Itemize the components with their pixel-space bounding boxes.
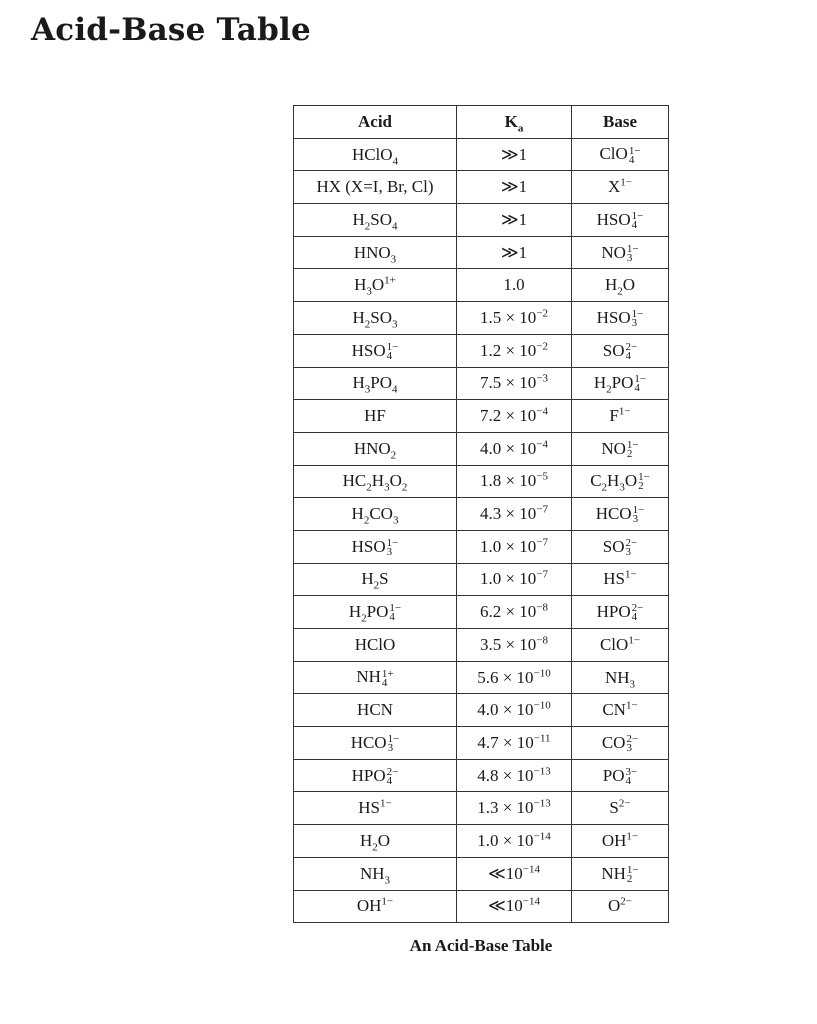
cell-base: NH 1− 2 bbox=[572, 857, 669, 890]
cell-acid: HClO bbox=[294, 629, 457, 662]
table-row bbox=[294, 792, 669, 825]
cell-acid: $HNO_2$ bbox=[294, 432, 457, 465]
header-base: Base bbox=[572, 106, 669, 139]
table-row bbox=[294, 269, 669, 302]
cell-base: PO 3− 4 bbox=[572, 759, 669, 792]
cell-acid: $H_2S$ bbox=[294, 563, 457, 596]
cell-base: $CN^{1-}$ bbox=[572, 694, 669, 727]
cell-base: SO 2− 4 bbox=[572, 334, 669, 367]
cell-ka: $1.0 \times 10^{-14}$ bbox=[457, 825, 572, 858]
table-row bbox=[294, 694, 669, 727]
header-ka-sub: a bbox=[517, 122, 524, 135]
cell-ka: $≪10^{-14}$ bbox=[457, 890, 572, 923]
cell-base: $H_2O$ bbox=[572, 269, 669, 302]
cell-ka: $1.8 \times 10^{-5}$ bbox=[457, 465, 572, 498]
table-row bbox=[294, 465, 669, 498]
cell-acid: $HS^{1-}$ bbox=[294, 792, 457, 825]
table-body bbox=[294, 138, 669, 923]
table-row bbox=[294, 236, 669, 269]
cell-acid: $HC_2H_3O_2$ bbox=[294, 465, 457, 498]
cell-acid: $H_2CO_3$ bbox=[294, 498, 457, 531]
table-row bbox=[294, 727, 669, 760]
cell-ka: $1.2 \times 10^{-2}$ bbox=[457, 334, 572, 367]
table-row bbox=[294, 759, 669, 792]
cell-ka: ≫1 bbox=[457, 204, 572, 237]
cell-acid: $H_3PO_4$ bbox=[294, 367, 457, 400]
cell-ka: ≫1 bbox=[457, 171, 572, 204]
cell-acid: HSO 1− 4 bbox=[294, 334, 457, 367]
table-row bbox=[294, 138, 669, 171]
table-row bbox=[294, 302, 669, 335]
cell-ka: $4.0 \times 10^{-10}$ bbox=[457, 694, 572, 727]
cell-base: CO 2− 3 bbox=[572, 727, 669, 760]
table-row bbox=[294, 890, 669, 923]
table-row bbox=[294, 596, 669, 629]
cell-ka: $4.3 \times 10^{-7}$ bbox=[457, 498, 572, 531]
cell-ka: $1.5 \times 10^{-2}$ bbox=[457, 302, 572, 335]
cell-base: ClO 1− 4 bbox=[572, 138, 669, 171]
table-caption: An Acid-Base Table bbox=[409, 936, 553, 955]
cell-base: $NH_3$ bbox=[572, 661, 669, 694]
cell-base: NO 1− 2 bbox=[572, 432, 669, 465]
cell-base: NO 1− 3 bbox=[572, 236, 669, 269]
table-row bbox=[294, 400, 669, 433]
cell-base: $F^{1-}$ bbox=[572, 400, 669, 433]
cell-ka: $4.0 \times 10^{-4}$ bbox=[457, 432, 572, 465]
cell-acid: HClO$_4$ bbox=[294, 138, 457, 171]
table-row bbox=[294, 563, 669, 596]
cell-acid: $H_2SO_4$ bbox=[294, 204, 457, 237]
cell-base: $H_2PO$ 1− 4 bbox=[572, 367, 669, 400]
cell-base: SO 2− 3 bbox=[572, 530, 669, 563]
table-row bbox=[294, 334, 669, 367]
cell-base: $HS^{1-}$ bbox=[572, 563, 669, 596]
header-acid: Acid bbox=[294, 106, 457, 139]
cell-base: HSO 1− 3 bbox=[572, 302, 669, 335]
cell-acid: $HNO_3$ bbox=[294, 236, 457, 269]
cell-ka: $7.2 \times 10^{-4}$ bbox=[457, 400, 572, 433]
cell-base: $O^{2-}$ bbox=[572, 890, 669, 923]
cell-base: HCO 1− 3 bbox=[572, 498, 669, 531]
cell-ka: ≫1 bbox=[457, 138, 572, 171]
table-row bbox=[294, 857, 669, 890]
table-row bbox=[294, 171, 669, 204]
cell-acid: $H_3O^{1+}$ bbox=[294, 269, 457, 302]
cell-acid: HCO 1− 3 bbox=[294, 727, 457, 760]
cell-acid: HF bbox=[294, 400, 457, 433]
cell-ka: $≪10^{-14}$ bbox=[457, 857, 572, 890]
cell-ka: $4.8 \times 10^{-13}$ bbox=[457, 759, 572, 792]
page-title: Acid-Base Table bbox=[31, 12, 311, 48]
cell-acid: $OH^{1-}$ bbox=[294, 890, 457, 923]
cell-base: HPO 2− 4 bbox=[572, 596, 669, 629]
table-row bbox=[294, 432, 669, 465]
cell-acid: HCN bbox=[294, 694, 457, 727]
cell-acid: HX (X=I, Br, Cl) bbox=[294, 171, 457, 204]
cell-acid: $H_2PO$ 1− 4 bbox=[294, 596, 457, 629]
table-row bbox=[294, 367, 669, 400]
table-row bbox=[294, 629, 669, 662]
cell-ka: $6.2 \times 10^{-8}$ bbox=[457, 596, 572, 629]
cell-base: ClO$^{1-}$ bbox=[572, 629, 669, 662]
cell-ka: $3.5 \times 10^{-8}$ bbox=[457, 629, 572, 662]
table-row bbox=[294, 204, 669, 237]
cell-acid: NH 1+ 4 bbox=[294, 661, 457, 694]
table-row bbox=[294, 825, 669, 858]
cell-ka: $7.5 \times 10^{-3}$ bbox=[457, 367, 572, 400]
cell-acid: $NH_3$ bbox=[294, 857, 457, 890]
header-ka-main: K bbox=[504, 111, 518, 131]
table-row bbox=[294, 661, 669, 694]
table-header-row bbox=[294, 106, 669, 139]
cell-ka: $5.6 \times 10^{-10}$ bbox=[457, 661, 572, 694]
cell-base: $OH^{1-}$ bbox=[572, 825, 669, 858]
cell-ka: ≫1 bbox=[457, 236, 572, 269]
table-row bbox=[294, 498, 669, 531]
cell-acid: HPO 2− 4 bbox=[294, 759, 457, 792]
cell-ka: $1.0 \times 10^{-7}$ bbox=[457, 530, 572, 563]
cell-ka: $1.0 \times 10^{-7}$ bbox=[457, 563, 572, 596]
cell-base: $X^{1-}$ bbox=[572, 171, 669, 204]
cell-acid: $H_2SO_3$ bbox=[294, 302, 457, 335]
cell-base: $S^{2-}$ bbox=[572, 792, 669, 825]
cell-ka: $1.3 \times 10^{-13}$ bbox=[457, 792, 572, 825]
cell-acid: $H_2O$ bbox=[294, 825, 457, 858]
cell-acid: HSO 1− 3 bbox=[294, 530, 457, 563]
table-row bbox=[294, 530, 669, 563]
cell-ka: $4.7 \times 10^{-11}$ bbox=[457, 727, 572, 760]
header-ka bbox=[457, 106, 572, 139]
cell-ka: 1.0 bbox=[457, 269, 572, 302]
acid-base-table bbox=[293, 105, 669, 923]
cell-base: HSO 1− 4 bbox=[572, 204, 669, 237]
cell-base: $C_2H_3O$ 1− 2 bbox=[572, 465, 669, 498]
